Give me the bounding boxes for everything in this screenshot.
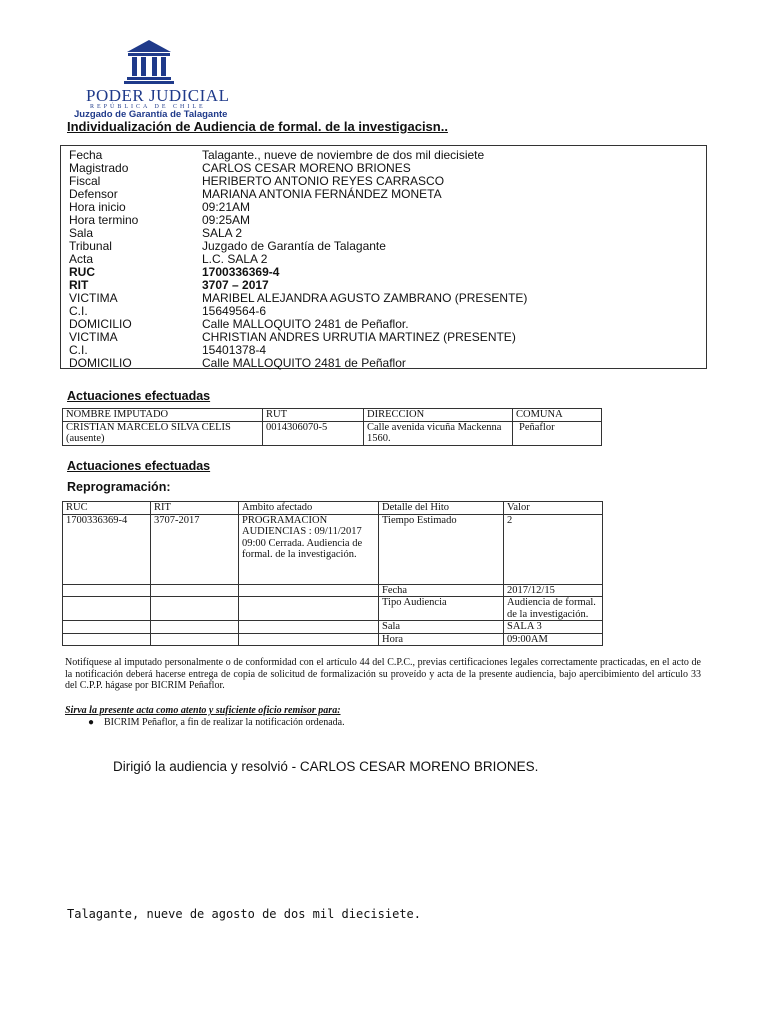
table-row [63,633,603,646]
courthouse-icon [124,38,174,84]
info-label: VICTIMA [69,291,118,305]
reprog-valor: 2017/12/15 [504,584,603,597]
info-value: CARLOS CESAR MORENO BRIONES [202,161,411,175]
table-row [63,584,603,597]
table-header-cell: RUC [63,502,151,515]
info-value: HERIBERTO ANTONIO REYES CARRASCO [202,174,445,188]
info-value: Calle MALLOQUITO 2481 de Peñaflor [202,356,406,370]
info-row-domicilio-2 [69,357,699,370]
info-row-tribunal [69,240,699,253]
info-value: MARIBEL ALEJANDRA AGUSTO ZAMBRANO (PRESENTE) [202,291,528,305]
table-header-row [63,409,602,422]
reprog-detalle: Tipo Audiencia [379,597,504,621]
info-value: CHRISTIAN ANDRES URRUTIA MARTINEZ (PRESENTE) [202,330,516,344]
reprog-detalle: Tiempo Estimado [379,514,504,584]
table-row [63,621,603,634]
section-heading-actuaciones-2: Actuaciones efectuadas [67,459,211,473]
info-row-victima-2 [69,331,699,344]
table-header-cell: Ambito afectado [239,502,379,515]
table-header-cell: Detalle del Hito [379,502,504,515]
reprog-valor: 2 [504,514,603,584]
info-row-ruc [69,266,699,279]
info-value: Calle MALLOQUITO 2481 de Peñaflor. [202,317,409,331]
info-row-hora-termino [69,214,699,227]
info-value: L.C. SALA 2 [202,252,268,266]
table-header-cell: Valor [504,502,603,515]
logo-subtitle: REPÚBLICA DE CHILE [90,104,206,110]
imputado-comuna: Peñaflor [513,421,602,445]
reprog-detalle: Sala [379,621,504,634]
info-row-hora-inicio [69,201,699,214]
info-label: Fecha [69,148,103,162]
logo-title: PODER JUDICIAL [86,86,230,105]
info-row-acta [69,253,699,266]
reprog-valor: 09:00AM [504,633,603,646]
reprog-rit: 3707-2017 [151,514,239,584]
table-header-cell: NOMBRE IMPUTADO [63,409,263,422]
dirigio-statement: Dirigió la audiencia y resolvió - CARLOS CESAR MORENO BRIONES. [113,759,539,774]
table-row [63,421,602,445]
table-header-cell: RUT [263,409,364,422]
bullet-icon: ● [88,717,95,728]
poder-judicial-logo [84,38,234,120]
reprog-detalle: Fecha [379,584,504,597]
notification-paragraph: Notifíquese al imputado personalmente o de conformidad con el artículo 44 del C.P.C., previas certificaciones legales correctamente practicadas, en el acto de la notificación deberá hacerse entrega de copia de solicitud de formalización su proveído y acta de la presente audiencia, bajo apercibimiento del artículo 33 del C.P.P. hágase por BICRIM Peñaflor. [65,657,701,691]
imputado-direccion: Calle avenida vicuña Mackenna 1560. [364,421,513,445]
info-label: DOMICILIO [69,356,132,370]
info-label: VICTIMA [69,330,118,344]
reprog-valor: SALA 3 [504,621,603,634]
info-label: Defensor [69,187,118,201]
reprog-ambito: PROGRAMACION AUDIENCIAS : 09/11/2017 09:00 Cerrada. Audiencia de formal. de la investigación. [239,514,379,584]
info-value: Juzgado de Garantía de Talagante [202,239,386,253]
info-label: Hora termino [69,213,139,227]
info-label: DOMICILIO [69,317,132,331]
info-label: Acta [69,252,94,266]
court-name: Juzgado de Garantía de Talagante [74,109,228,120]
info-value: 09:21AM [202,200,251,214]
info-value: 3707 – 2017 [202,278,269,292]
info-label: Sala [69,226,94,240]
reprog-valor: Audiencia de formal. de la investigación. [504,597,603,621]
info-label: Tribunal [69,239,112,253]
closing-date: Talagante, nueve de agosto de dos mil diecisiete. [67,907,422,921]
info-row-defensor [69,188,699,201]
info-value: MARIANA ANTONIA FERNÁNDEZ MONETA [202,187,442,201]
info-value: Talagante., nueve de noviembre de dos mil diecisiete [202,148,485,162]
table-row [63,514,603,584]
list-item [88,717,345,728]
info-value: 15649564-6 [202,304,267,318]
info-label: C.I. [69,304,88,318]
reprog-detalle: Hora [379,633,504,646]
section-heading-actuaciones-1: Actuaciones efectuadas [67,389,211,403]
oficio-heading: Sirva la presente acta como atento y suficiente oficio remisor para: [65,705,341,716]
reprog-ruc: 1700336369-4 [63,514,151,584]
imputado-table [62,408,602,446]
bullet-text: BICRIM Peñaflor, a fin de realizar la notificación ordenada. [104,717,345,728]
imputado-name: CRISTIAN MARCELO SILVA CELIS (ausente) [63,421,263,445]
info-row-victima-1 [69,292,699,305]
info-value: 15401378-4 [202,343,267,357]
document-title: Individualización de Audiencia de formal. de la investigacisn.. [67,119,448,134]
hearing-info-box [60,145,707,369]
info-value: SALA 2 [202,226,243,240]
table-header-cell: RIT [151,502,239,515]
table-header-cell: DIRECCION [364,409,513,422]
table-header-row [63,502,603,515]
info-label: Magistrado [69,161,129,175]
info-label: RUC [69,265,95,279]
info-label: Fiscal [69,174,101,188]
info-value: 1700336369-4 [202,265,280,279]
info-label: C.I. [69,343,88,357]
reprogramacion-heading: Reprogramación: [67,480,171,494]
info-label: Hora inicio [69,200,126,214]
table-header-cell: COMUNA [513,409,602,422]
info-value: 09:25AM [202,213,251,227]
imputado-rut: 0014306070-5 [263,421,364,445]
info-label: RIT [69,278,89,292]
table-row [63,597,603,621]
reprogramacion-table [62,501,603,646]
